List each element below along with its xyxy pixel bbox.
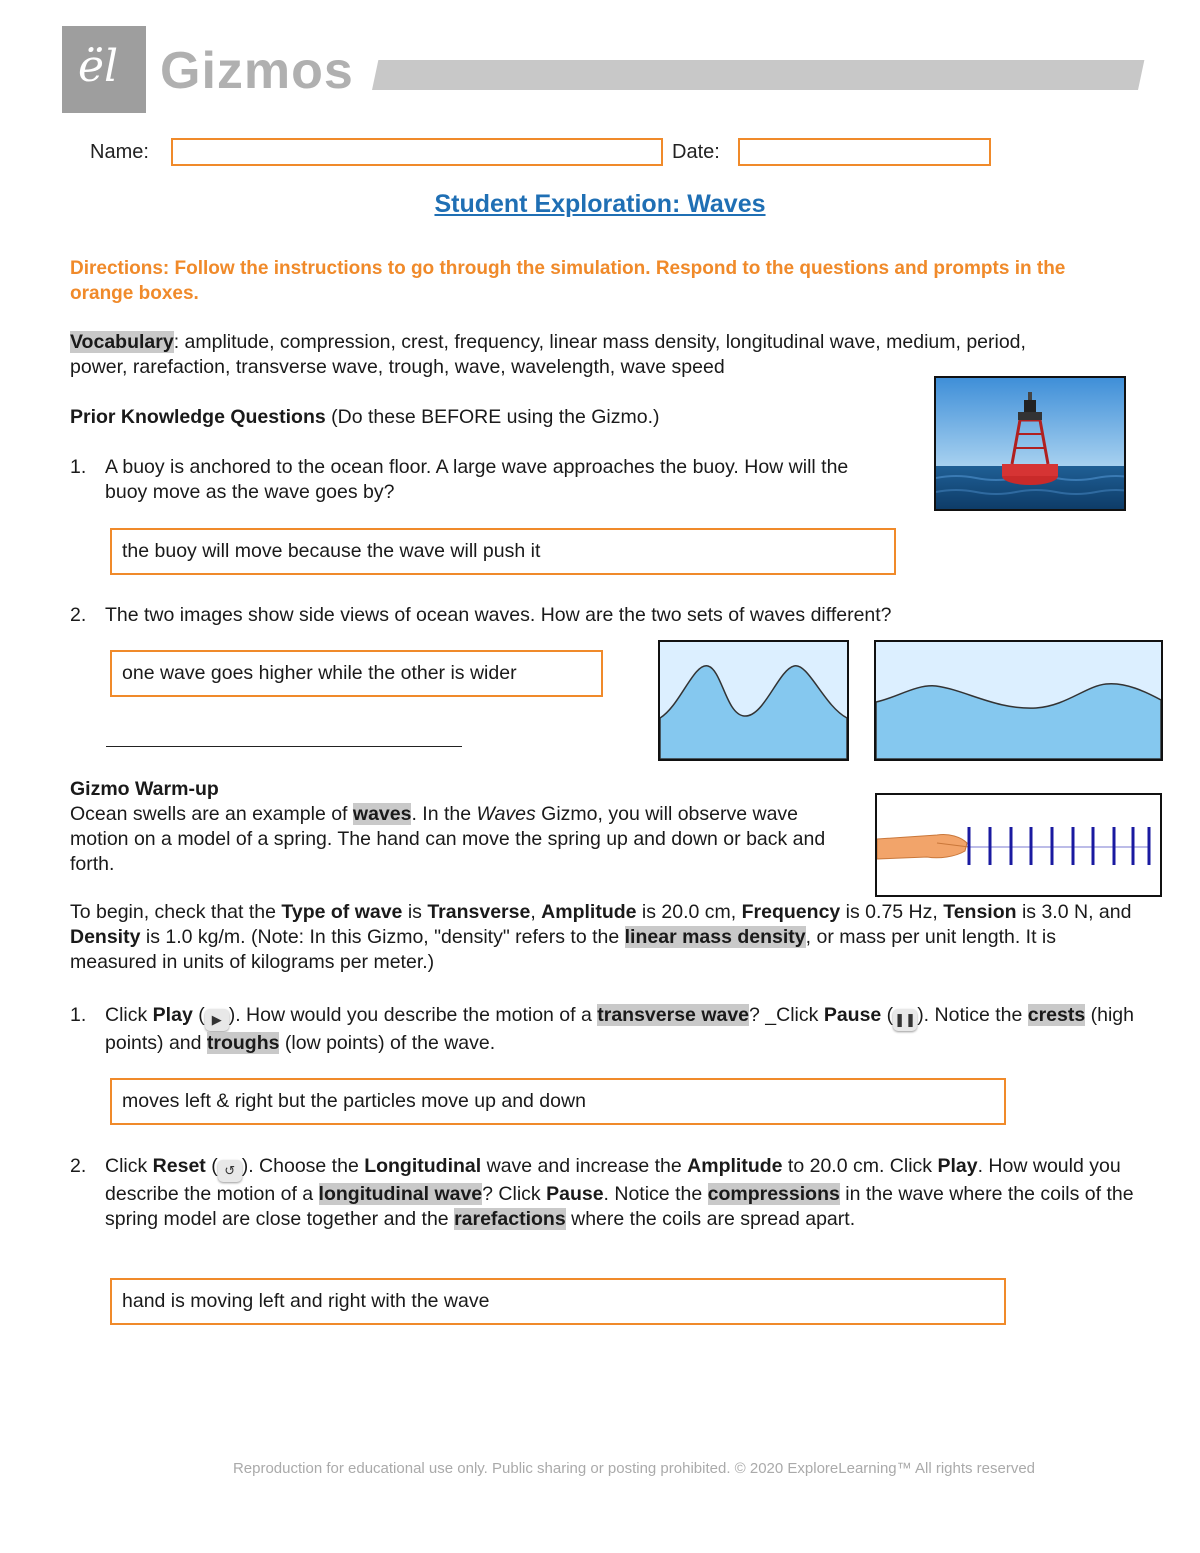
- highlight-term: crests: [1027, 1004, 1086, 1026]
- header-bar: [372, 60, 1144, 90]
- text: (: [205, 1155, 218, 1177]
- warmup-question-1: [70, 1003, 1140, 1056]
- text: . In the: [411, 803, 477, 825]
- text: wave and increase the: [481, 1155, 688, 1177]
- text: ). Choose the: [241, 1155, 365, 1177]
- text: (: [881, 1004, 894, 1026]
- highlight-term: linear mass density: [624, 926, 806, 948]
- play-icon: ▶: [205, 1009, 229, 1031]
- bold-term: Amplitude: [541, 901, 637, 923]
- warmup-heading: [70, 777, 219, 802]
- text: ,: [530, 901, 542, 923]
- bold-term: Play: [937, 1155, 978, 1177]
- date-label: Date:: [672, 141, 720, 163]
- name-field[interactable]: [171, 138, 663, 166]
- blank-line: [106, 746, 462, 747]
- question-number: 1.: [70, 1004, 87, 1026]
- tall-waves-image: [658, 640, 849, 761]
- footer-copyright: Reproduction for educational use only. Public sharing or posting prohibited. © 2020 ExploreLearning™ All rights reserved: [232, 1460, 1036, 1477]
- bold-term: Reset: [152, 1155, 206, 1177]
- page-title: Student Exploration: Waves: [434, 190, 766, 218]
- highlight-term: transverse wave: [597, 1004, 750, 1026]
- text: is 1.0 kg/m. (Note: In this Gizmo, "density" refers to the: [140, 926, 625, 948]
- text: ). Notice the: [917, 1004, 1028, 1026]
- text: . Notice the: [603, 1183, 708, 1205]
- answer-box-warmup-2[interactable]: hand is moving left and right with the wave: [110, 1278, 1006, 1325]
- text: is 3.0 N, and: [1016, 901, 1132, 923]
- question-number: 2.: [70, 1155, 87, 1177]
- question-text: [105, 1154, 1140, 1232]
- text: , or mass per unit length. It is measured in units of kilograms per meter.): [70, 926, 1057, 973]
- text: Ocean swells are an example of: [70, 803, 353, 825]
- highlight-term: waves: [352, 803, 412, 825]
- bold-term: Pause: [823, 1004, 882, 1026]
- spring-hand-image: [875, 793, 1162, 897]
- bold-term: Density: [70, 926, 141, 948]
- prior-question-2: [70, 603, 1120, 628]
- date-field[interactable]: [738, 138, 991, 166]
- text: Gizmo, you will observe wave motion on a model of a spring. The hand can move the spring up and down or back and forth.: [70, 803, 826, 875]
- warmup-question-2: [70, 1154, 1140, 1232]
- vocabulary-text: : amplitude, compression, crest, frequency, linear mass density, longitudinal wave, medium, period, power, rarefaction, transverse wave, trough, wave, wavelength, wave speed: [70, 331, 1026, 378]
- prior-question-1: [70, 455, 870, 505]
- question-number: 1.: [70, 456, 87, 478]
- highlight-term: longitudinal wave: [318, 1183, 483, 1205]
- text: To begin, check that the: [70, 901, 282, 923]
- pause-icon: ❚❚: [893, 1009, 917, 1031]
- text: (low points) of the wave.: [279, 1032, 496, 1054]
- text: . How would you describe the motion of a: [105, 1155, 1121, 1205]
- text: ? _Click: [749, 1004, 824, 1026]
- buoy-image: [934, 376, 1126, 511]
- vocabulary: [70, 330, 1080, 380]
- question-text: The two images show side views of ocean waves. How are the two sets of waves different?: [105, 604, 892, 626]
- directions: Directions: Follow the instructions to go through the simulation. Respond to the questions and prompts in the orange boxes.: [70, 258, 1066, 304]
- text: to 20.0 cm. Click: [782, 1155, 938, 1177]
- highlight-term: compressions: [707, 1183, 840, 1205]
- answer-box-prior-2[interactable]: one wave goes higher while the other is wider: [110, 650, 603, 697]
- text: in the wave where the coils of the spring model are close together and the: [105, 1183, 1134, 1230]
- text: (high points) and: [105, 1004, 1134, 1054]
- bold-term: Type of wave: [281, 901, 403, 923]
- warmup-heading-text: Gizmo Warm-up: [70, 778, 219, 800]
- highlight-term: rarefactions: [454, 1208, 566, 1230]
- logo-mark: ël: [78, 41, 119, 92]
- text: Click: [105, 1155, 153, 1177]
- text: where the coils are spread apart.: [565, 1208, 856, 1230]
- vocabulary-label: Vocabulary: [70, 331, 174, 353]
- text: Click: [105, 1004, 153, 1026]
- bold-term: Tension: [943, 901, 1017, 923]
- text: is 20.0 cm,: [636, 901, 742, 923]
- warmup-paragraph-1: [70, 802, 830, 877]
- text: is 0.75 Hz,: [840, 901, 944, 923]
- gizmo-name: Waves: [476, 803, 536, 825]
- bold-term: Pause: [546, 1183, 604, 1205]
- question-text: [105, 1003, 1140, 1056]
- reset-icon: ↺: [218, 1160, 242, 1182]
- bold-term: Frequency: [741, 901, 841, 923]
- warmup-paragraph-2: [70, 900, 1140, 975]
- bold-term: Amplitude: [687, 1155, 783, 1177]
- question-text: A buoy is anchored to the ocean floor. A large wave approaches the buoy. How will the buoy move as the wave goes by?: [105, 456, 849, 503]
- text: (: [192, 1004, 205, 1026]
- brand-name: Gizmos: [160, 42, 354, 100]
- name-label: Name:: [90, 141, 149, 163]
- question-number: 2.: [70, 604, 87, 626]
- prior-note: (Do these BEFORE using the Gizmo.): [325, 406, 660, 428]
- text: ? Click: [482, 1183, 547, 1205]
- wide-waves-image: [874, 640, 1163, 761]
- prior-heading-text: Prior Knowledge Questions: [70, 406, 326, 428]
- prior-heading: [70, 405, 660, 430]
- text: ). How would you describe the motion of a: [228, 1004, 598, 1026]
- bold-term: Transverse: [427, 901, 531, 923]
- bold-term: Play: [152, 1004, 193, 1026]
- answer-box-warmup-1[interactable]: moves left & right but the particles move up and down: [110, 1078, 1006, 1125]
- text: is: [402, 901, 428, 923]
- highlight-term: troughs: [206, 1032, 280, 1054]
- answer-box-prior-1[interactable]: the buoy will move because the wave will push it: [110, 528, 896, 575]
- bold-term: Longitudinal: [364, 1155, 482, 1177]
